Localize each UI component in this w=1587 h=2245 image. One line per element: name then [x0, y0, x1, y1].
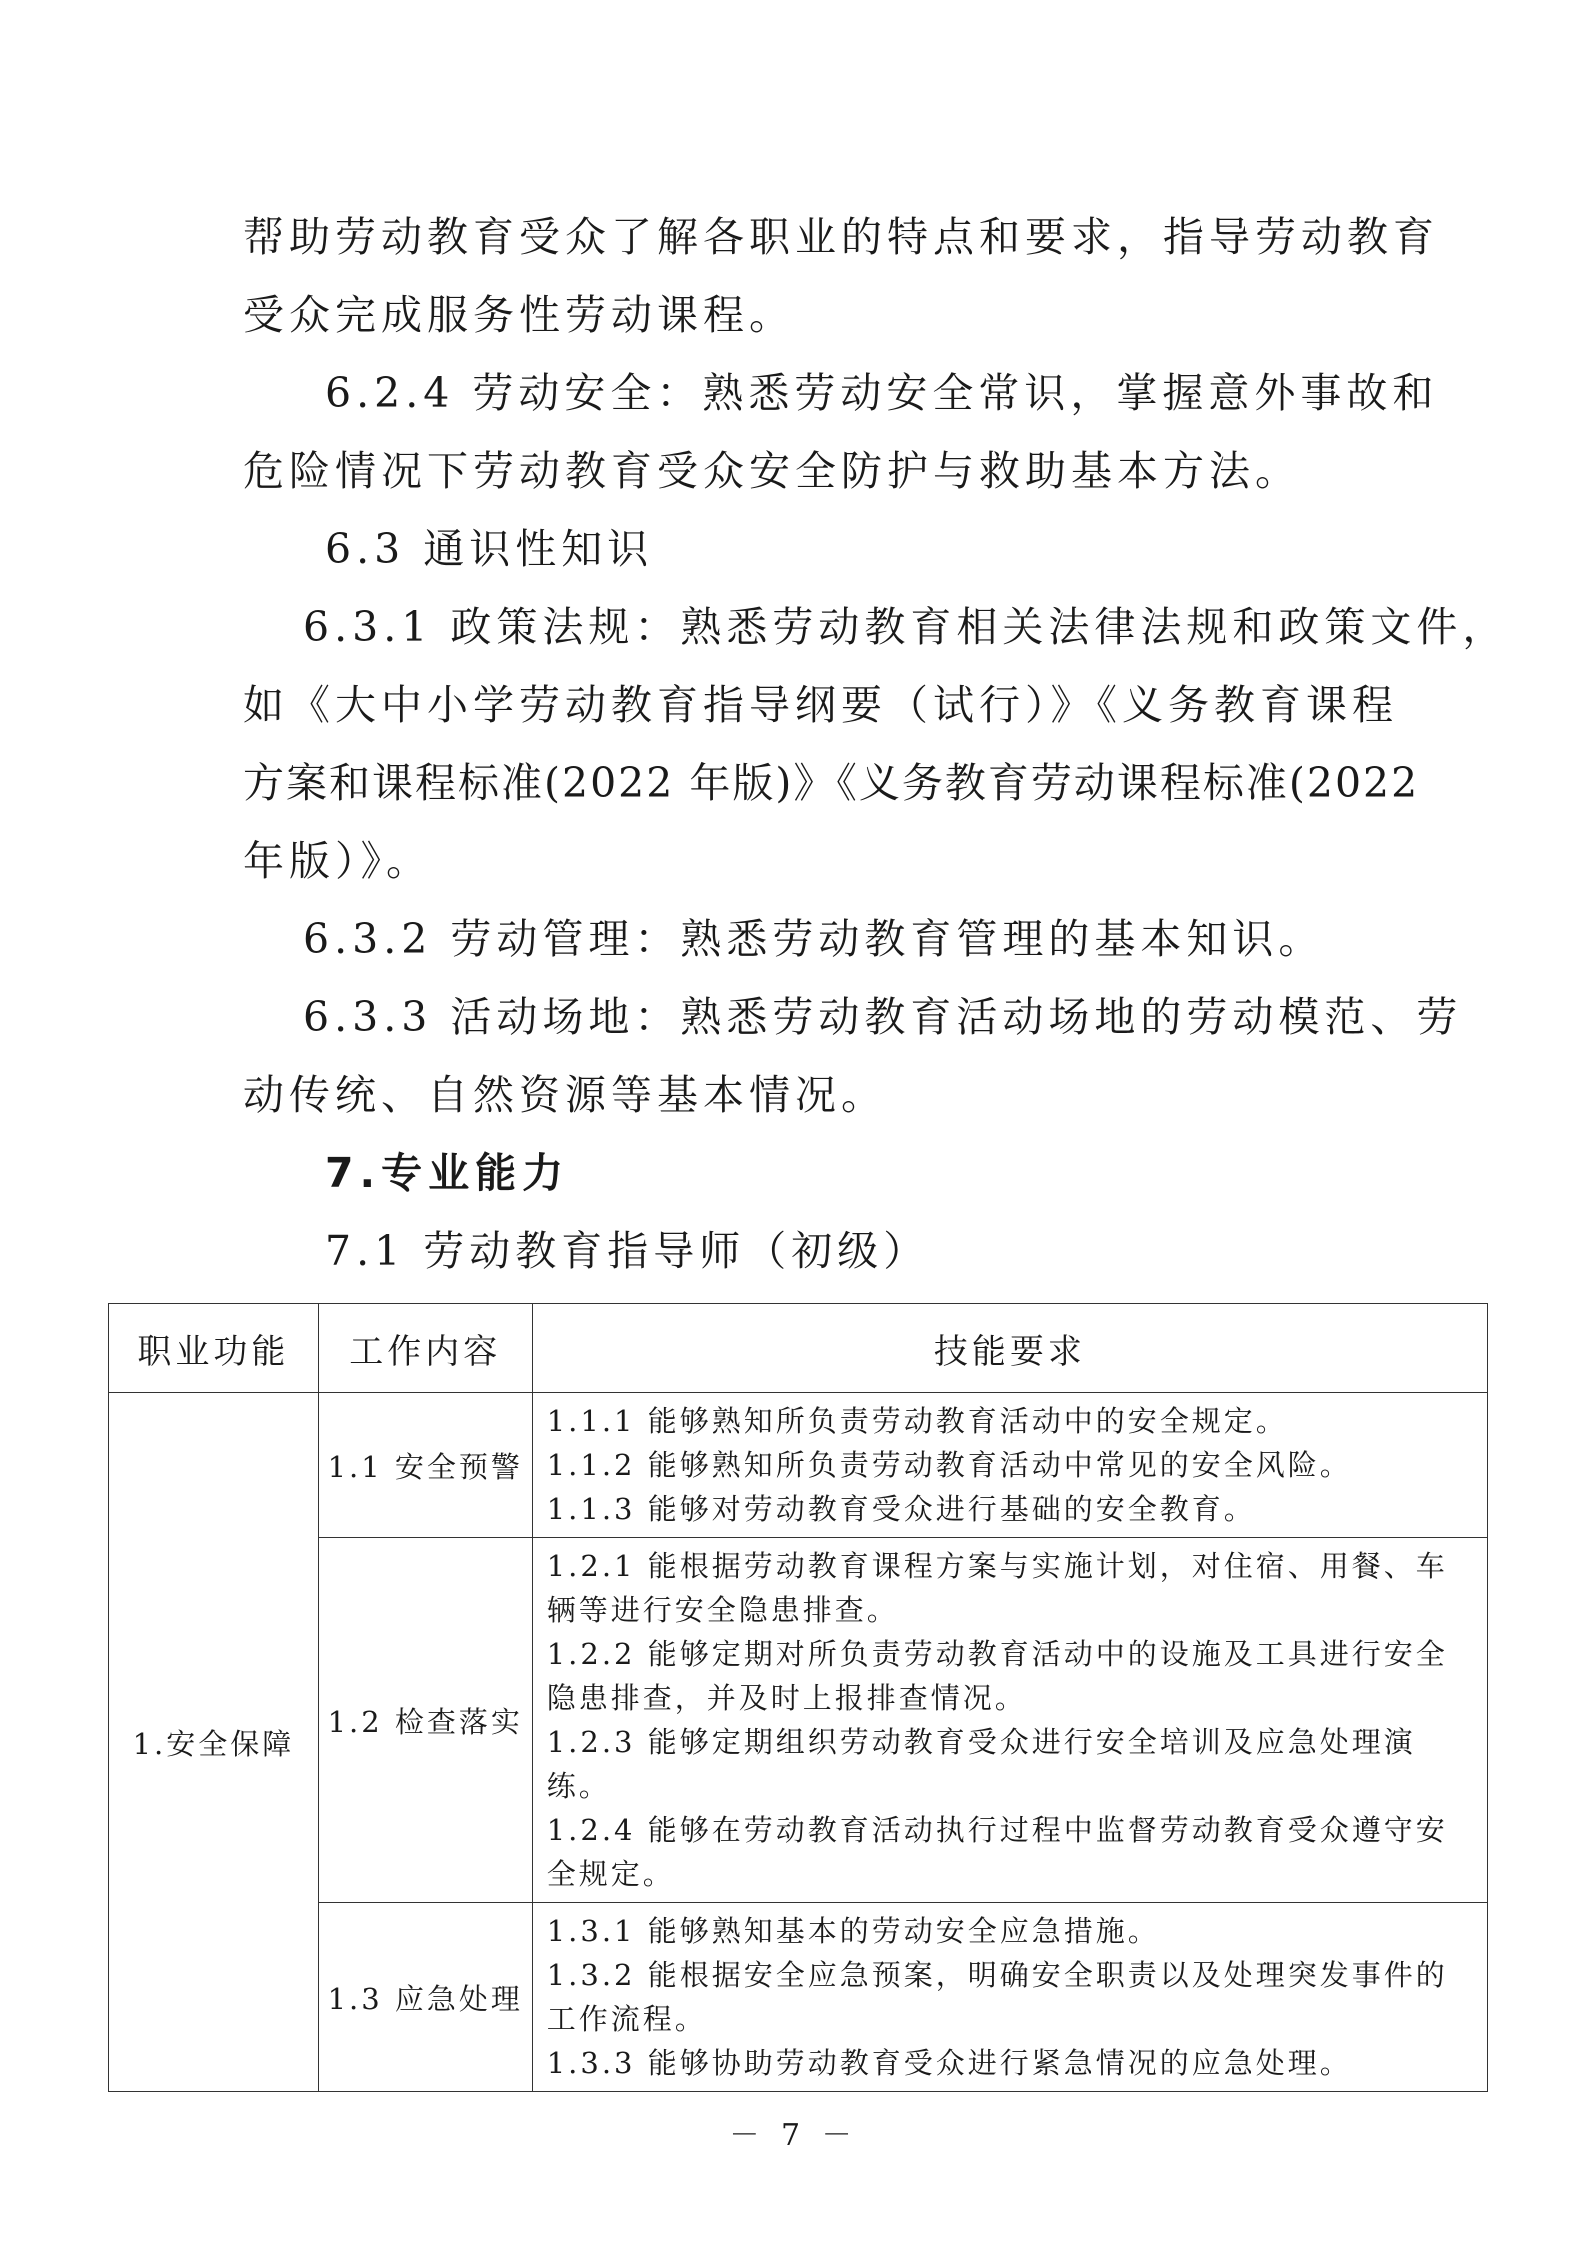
body-text [243, 198, 1509, 1134]
content-cell: 1.1 安全预警 [318, 1393, 532, 1538]
paragraph-line: 6.3.3 活动场地：熟悉劳动教育活动场地的劳动模范、劳 [303, 993, 1463, 1041]
header-function: 职业功能 [109, 1304, 319, 1393]
paragraph-line: 方案和课程标准(2022 年版)》《义务教育劳动课程标准(2022 [243, 759, 1420, 807]
requirement-item: 1.2.2 能够定期对所负责劳动教育活动中的设施及工具进行安全隐患排查，并及时上报排查情况。 [546, 1637, 1448, 1715]
table-row [109, 1393, 1488, 1538]
subsection-heading: 7.1 劳动教育指导师（初级） [325, 1227, 930, 1275]
paragraph-line: 年版）》。 [243, 837, 432, 885]
skills-table [108, 1303, 1488, 2092]
requirements-cell [532, 1393, 1487, 1538]
requirement-item: 1.1.2 能够熟知所负责劳动教育活动中常见的安全风险。 [546, 1448, 1352, 1482]
paragraph-line: 如《大中小学劳动教育指导纲要（试行）》《义务教育课程 [243, 681, 1398, 729]
section-heading: 7.专业能力 [325, 1149, 570, 1197]
requirements-cell [532, 1538, 1487, 1903]
paragraph-line: 6.2.4 劳动安全：熟悉劳动安全常识，掌握意外事故和 [325, 369, 1439, 417]
paragraph-line: 帮助劳动教育受众了解各职业的特点和要求，指导劳动教育 [243, 213, 1439, 261]
requirement-item: 1.3.2 能根据安全应急预案，明确安全职责以及处理突发事件的工作流程。 [546, 1958, 1448, 2036]
paragraph-line: 6.3.2 劳动管理：熟悉劳动教育管理的基本知识。 [303, 915, 1325, 963]
table-header-row [109, 1304, 1488, 1393]
page-number: － 7 － [729, 2118, 858, 2153]
header-content: 工作内容 [318, 1304, 532, 1393]
requirement-item: 1.3.1 能够熟知基本的劳动安全应急措施。 [546, 1914, 1160, 1948]
requirement-item: 1.2.1 能根据劳动教育课程方案与实施计划，对住宿、用餐、车辆等进行安全隐患排查。 [546, 1549, 1448, 1627]
paragraph-line: 受众完成服务性劳动课程。 [243, 291, 795, 339]
content-cell: 1.3 应急处理 [318, 1903, 532, 2092]
paragraph-line: 6.3.1 政策法规：熟悉劳动教育相关法律法规和政策文件， [303, 603, 1509, 651]
paragraph-line: 6.3 通识性知识 [325, 525, 654, 573]
requirement-item: 1.3.3 能够协助劳动教育受众进行紧急情况的应急处理。 [546, 2046, 1352, 2080]
requirement-item: 1.1.3 能够对劳动教育受众进行基础的安全教育。 [546, 1492, 1256, 1526]
requirements-cell [532, 1903, 1487, 2092]
paragraph-line: 动传统、自然资源等基本情况。 [243, 1071, 887, 1119]
requirement-item: 1.1.1 能够熟知所负责劳动教育活动中的安全规定。 [546, 1404, 1288, 1438]
requirement-item: 1.2.3 能够定期组织劳动教育受众进行安全培训及应急处理演练。 [546, 1725, 1416, 1803]
content-cell: 1.2 检查落实 [318, 1538, 532, 1903]
header-requirements: 技能要求 [532, 1304, 1487, 1393]
requirement-item: 1.2.4 能够在劳动教育活动执行过程中监督劳动教育受众遵守安全规定。 [546, 1813, 1448, 1891]
function-cell: 1.安全保障 [109, 1393, 319, 2092]
paragraph-line: 危险情况下劳动教育受众安全防护与救助基本方法。 [243, 447, 1301, 495]
